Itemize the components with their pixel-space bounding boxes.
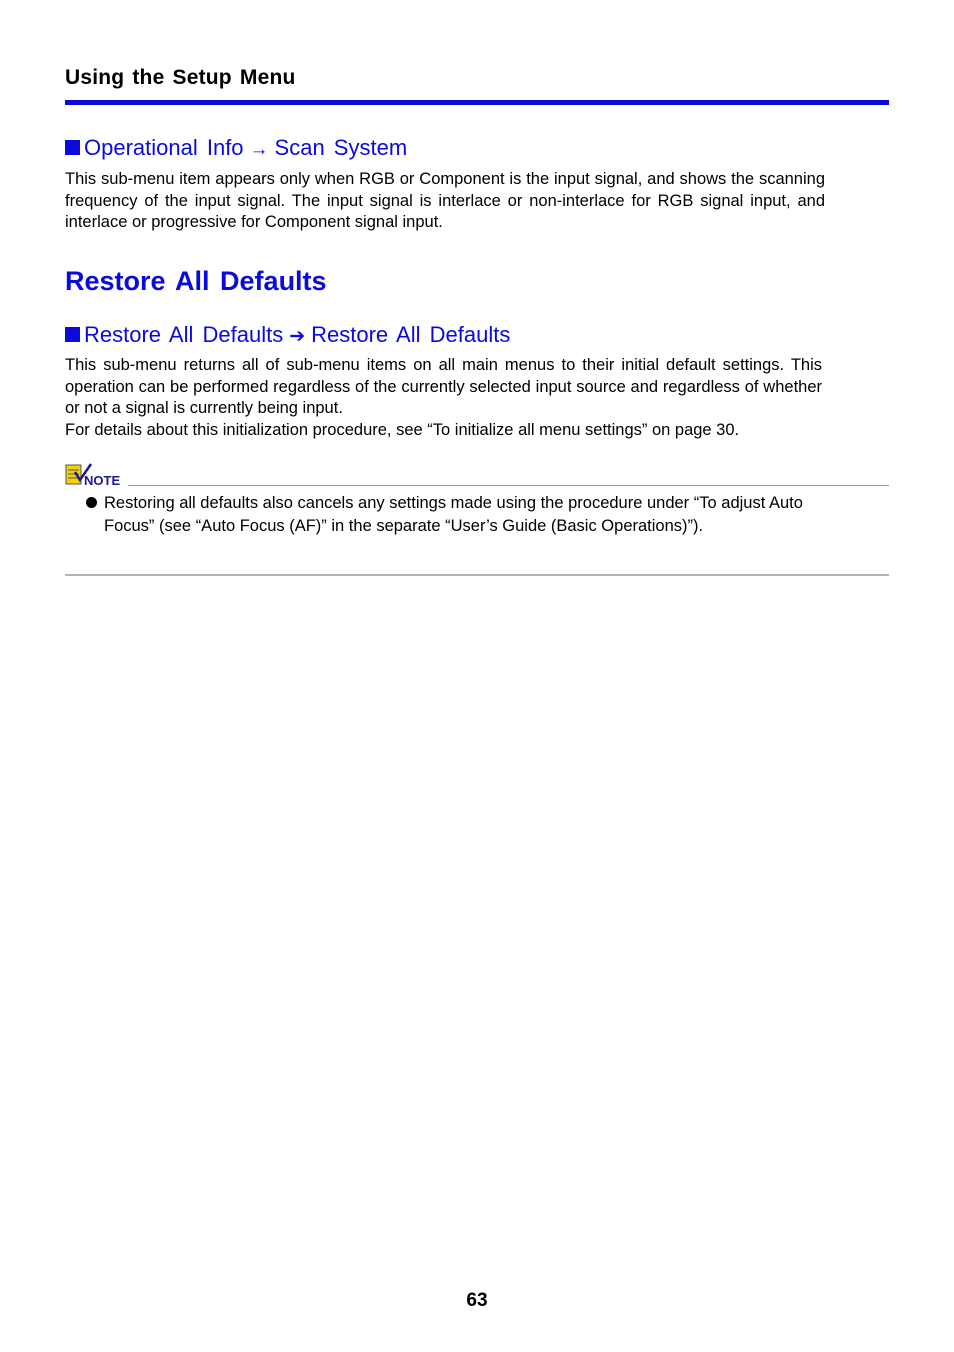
restore-paragraph-1: This sub-menu returns all of sub-menu items on all main menus to their initial default settings. This operation can be performed regardless of the currently selected input source and regardless of whether or not a signal is currently being input. [65,356,822,418]
note-bottom-rule [65,574,889,576]
page-number: 63 [466,1290,488,1311]
scan-system-heading [65,135,407,161]
page-header-title: Using the Setup Menu [65,66,296,89]
note-list-item: Restoring all defaults also cancels any settings made using the procedure under “To adjust Auto Focus” (see “Auto Focus (AF)” in the separate “User’s Guide (Basic Operations)”). [104,494,803,535]
scan-heading-left: Operational Info [84,135,244,160]
restore-section-title: Restore All Defaults [65,266,327,296]
scan-heading-right: Scan System [274,135,408,160]
note-icon [65,463,121,492]
restore-heading-right: Restore All Defaults [311,322,511,347]
note-top-rule [128,485,889,486]
restore-defaults-heading [65,322,510,348]
restore-heading-left: Restore All Defaults [84,322,284,347]
note-icon-label: NOTE [84,473,121,487]
arrow-right-icon: ➔ [289,326,306,347]
scan-system-paragraph: This sub-menu item appears only when RGB or Component is the input signal, and shows the scanning frequency of the input signal. The input signal is interlace or non-interlace for RGB signal input, and interlace or progressive for Component signal input. [65,170,825,232]
square-bullet-icon [65,327,80,342]
square-bullet-icon [65,140,80,155]
restore-paragraph-2: For details about this initialization procedure, see “To initialize all menu settings” on page 30. [65,420,740,439]
scan-system-body [65,169,825,234]
header-rule [65,100,889,105]
restore-defaults-body [65,355,822,441]
bullet-icon [86,497,97,508]
arrow-right-icon: → [249,139,269,160]
